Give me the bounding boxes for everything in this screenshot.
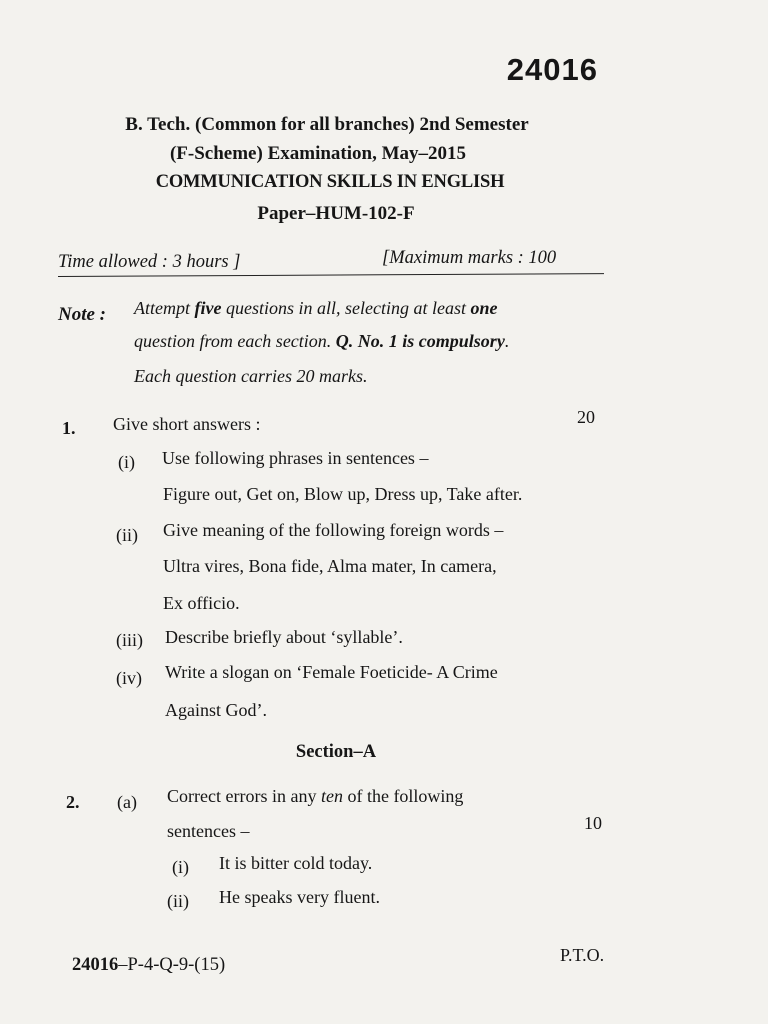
note-line-2: question from each section. Q. No. 1 is compulsory. <box>134 331 510 351</box>
q1-part-ii-line3: Ex officio. <box>163 593 240 613</box>
q1-part-iv-line1: Write a slogan on ‘Female Foeticide- A Crime <box>165 662 498 682</box>
question-1-prompt: Give short answers : <box>113 414 261 434</box>
note-label: Note : <box>58 304 107 325</box>
footer-paper-code: 24016–P-4-Q-9-(15) <box>72 955 226 975</box>
q1-part-i-line1: Use following phrases in sentences – <box>162 448 429 468</box>
q1-part-iii-line1: Describe briefly about ‘syllable’. <box>165 627 403 647</box>
q1-part-iii-label: (iii) <box>116 630 143 650</box>
question-1-marks: 20 <box>577 407 595 427</box>
pto-label: P.T.O. <box>560 945 605 965</box>
note-line-3: Each question carries 20 marks. <box>134 366 368 386</box>
q1-part-i-label: (i) <box>118 452 135 472</box>
q2-item-ii-text: He speaks very fluent. <box>219 887 380 907</box>
subject-title: COMMUNICATION SKILLS IN ENGLISH <box>155 172 505 192</box>
maximum-marks: [Maximum marks : 100 <box>382 248 557 268</box>
q2-item-ii-label: (ii) <box>167 891 189 911</box>
q2-item-i-text: It is bitter cold today. <box>219 853 373 873</box>
q1-part-iv-line2: Against God’. <box>165 700 267 720</box>
question-1-number: 1. <box>62 418 76 438</box>
q1-part-ii-line1: Give meaning of the following foreign words – <box>163 520 504 540</box>
note-line-1: Attempt five questions in all, selecting at least one <box>134 298 498 318</box>
q1-part-ii-label: (ii) <box>116 525 138 545</box>
question-2-part-a-label: (a) <box>117 792 137 812</box>
q1-part-i-line2: Figure out, Get on, Blow up, Dress up, Take after. <box>163 484 523 504</box>
q1-part-ii-line2: Ultra vires, Bona fide, Alma mater, In camera, <box>163 556 497 576</box>
question-2-line2: sentences – <box>167 821 250 841</box>
time-allowed: Time allowed : 3 hours ] <box>58 252 241 272</box>
q2-item-i-label: (i) <box>172 857 189 877</box>
paper-code: 24016 <box>506 52 598 87</box>
section-a-heading: Section–A <box>295 742 377 762</box>
question-2-marks: 10 <box>584 813 602 833</box>
exam-session: (F-Scheme) Examination, May–2015 <box>169 143 467 164</box>
paper-number: Paper–HUM-102-F <box>257 203 415 224</box>
question-2-number: 2. <box>66 792 80 812</box>
course-title: B. Tech. (Common for all branches) 2nd Semester <box>125 114 529 135</box>
question-2-line1: Correct errors in any ten of the following <box>167 786 464 806</box>
header-divider <box>58 273 604 277</box>
q1-part-iv-label: (iv) <box>116 668 142 688</box>
